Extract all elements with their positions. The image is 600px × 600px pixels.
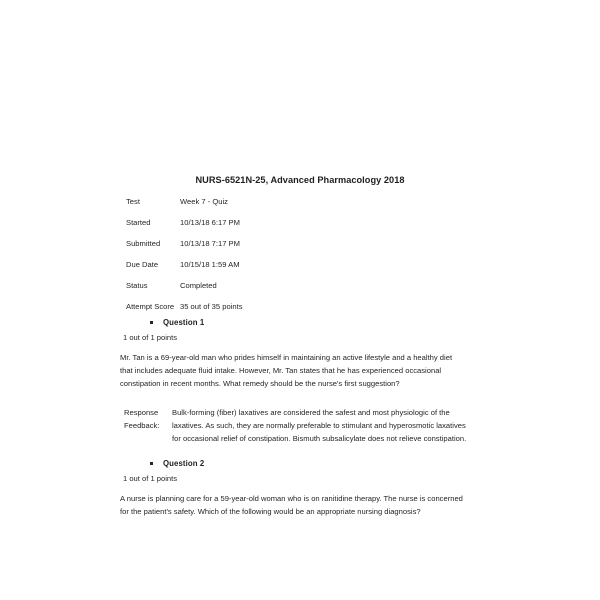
summary-value-due-date: 10/15/18 1:59 AM [180, 260, 240, 269]
question-1-body: Mr. Tan is a 69-year-old man who prides himself in maintaining an active lifestyle and a healthy diet that includes adequate fluid intake. However, Mr. Tan states that he has experienced occasional constipation in recent months. What remedy should be the nurse's first suggestion? [120, 353, 453, 389]
summary-label-submitted: Submitted [126, 239, 161, 248]
question-1-heading [150, 318, 600, 327]
question-block-1 [0, 318, 600, 391]
table-row [126, 260, 486, 281]
question-1-heading-label: Question 1 [163, 318, 205, 327]
summary-value-status: Completed [180, 281, 217, 290]
summary-value-started: 10/13/18 6:17 PM [180, 218, 240, 227]
table-row [126, 281, 486, 302]
question-2-points: 1 out of 1 points [123, 474, 178, 483]
question-1-response-feedback [124, 406, 484, 446]
question-block-2 [0, 459, 600, 518]
attempt-summary-table [126, 197, 486, 320]
response-feedback-text: Bulk-forming (fiber) laxatives are considered the safest and most physiologic of the laxatives. As such, they are normally preferable to stimulant and hyperosmotic laxatives for occasional relief of constipation. Bismuth subsalicylate does not relieve constipation. [172, 408, 467, 444]
bullet-square-icon [150, 321, 153, 324]
response-feedback-label: Response Feedback: [124, 408, 160, 431]
summary-label-test: Test [126, 197, 140, 206]
table-row [126, 239, 486, 260]
summary-label-started: Started [126, 218, 151, 227]
question-1-points: 1 out of 1 points [123, 333, 178, 342]
bullet-square-icon [150, 462, 153, 465]
question-2-heading-label: Question 2 [163, 459, 205, 468]
summary-label-due-date: Due Date [126, 260, 159, 269]
question-2-heading [150, 459, 600, 468]
table-row [126, 197, 486, 218]
summary-label-attempt-score: Attempt Score [126, 302, 175, 311]
summary-value-test: Week 7 - Quiz [180, 197, 228, 206]
summary-label-status: Status [126, 281, 148, 290]
question-2-body: A nurse is planning care for a 59-year-old woman who is on ranitidine therapy. The nurse is concerned for the patient's safety. Which of the following would be an appropriate nursing diagnosis? [120, 494, 463, 517]
summary-value-submitted: 10/13/18 7:17 PM [180, 239, 240, 248]
table-row [126, 218, 486, 239]
page-title: NURS-6521N-25, Advanced Pharmacology 2018 [195, 175, 405, 185]
summary-value-attempt-score: 35 out of 35 points [180, 302, 243, 311]
